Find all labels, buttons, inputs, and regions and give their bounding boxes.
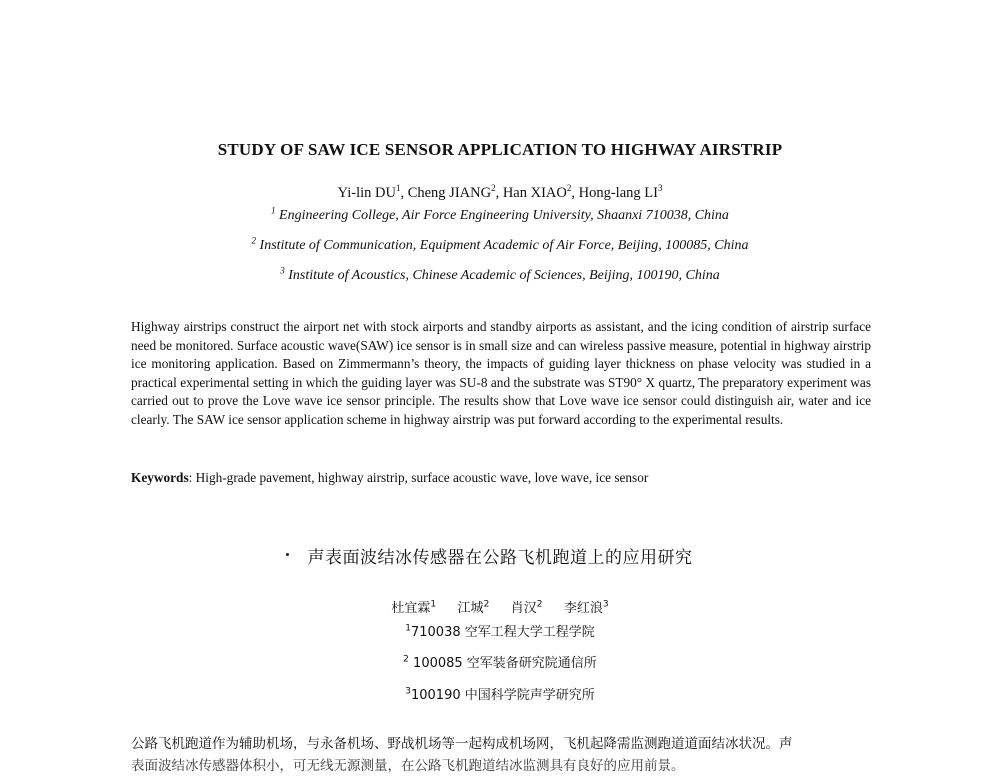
cn-affiliation-text: 710038 空军工程大学工程学院 (410, 625, 595, 640)
cn-affiliation-sup: 2 (403, 654, 409, 665)
cn-paper-title: 声表面波结冰传感器在公路飞机跑道上的应用研究 (307, 548, 693, 568)
cn-author-name: 杜宜霖 (391, 601, 431, 616)
cn-author-name: 李红浪 (563, 601, 603, 616)
cn-affiliation-sup: 3 (405, 686, 411, 697)
author-sup: 1 (395, 183, 401, 194)
cn-author-name: 江城 (457, 601, 484, 616)
cn-body-line-1: 公路飞机跑道作为辅助机场，与永备机场、野战机场等一起构成机场网，飞机起降需监测跑道道面结冰状况。声 (131, 736, 793, 752)
author-sup: 2 (566, 183, 572, 194)
cn-author-sup: 3 (602, 599, 609, 610)
author-name: Han XIAO (502, 185, 567, 201)
cn-author-name: 肖汉 (510, 601, 537, 616)
cn-affiliation-text: 100085 空军装备研究院通信所 (413, 656, 597, 671)
affiliation-3 (0, 265, 1000, 284)
keywords-text: : High-grade pavement, highway airstrip, surface acoustic wave, love wave, ice sensor (188, 470, 649, 485)
abstract-paragraph: Highway airstrips construct the airport net with stock airports and standby airports as assistant, and the icing condition of airstrip surface need be monitored. Surface acoustic wave(SAW) ice sensor is in small size and can wireless passive measure, potential in highway airstrip ice monitoring application. Based on Zimmermann’s theory, the impacts of guiding layer thickness on phase velocity was studied in a practical experimental setting in which the guiding layer was SU-8 and the substrate was ST90° X quartz, The preparatory experiment was carried out to prove the Love wave ice sensor principle. The results show that Love wave ice sensor could distinguish air, water and ice clearly. The SAW ice sensor application scheme in highway airstrip was put forward according to the experimental results. (131, 319, 871, 427)
cn-affiliation-2 (0, 652, 1000, 671)
keywords-line (131, 470, 871, 486)
affiliation-text: Institute of Acoustics, Chinese Academic of Sciences, Beijing, 100190, China (288, 268, 720, 283)
cn-author-sup: 1 (430, 599, 437, 610)
cn-affiliation-1 (0, 621, 1000, 640)
affiliation-text: Institute of Communication, Equipment Academic of Air Force, Beijing, 100085, China (259, 238, 749, 253)
author-name: Yi-lin DU (337, 185, 396, 201)
affiliation-2 (0, 235, 1000, 254)
cn-author-list (0, 597, 1000, 616)
author-sup: 3 (657, 183, 663, 194)
cn-author-sup: 2 (483, 599, 490, 610)
cn-author-sup: 2 (536, 599, 543, 610)
author-list: Yi-lin $DU^1$, Cheng JIANG$^2$, Han XIAO$^2$, Hong-lang $LI^3$ (337, 183, 663, 201)
keywords-label: Keywords (131, 470, 189, 485)
cn-affiliation-3 (0, 684, 1000, 703)
affiliation-sup: 2 (251, 235, 257, 246)
author-sup: 2 (491, 183, 496, 194)
paper-title: STUDY OF SAW ICE SENSOR APPLICATION TO HIGHWAY AIRSTRIP (217, 140, 783, 159)
cn-affiliation-sup: 1 (405, 623, 411, 634)
affiliation-text: Engineering College, Air Force Engineering University, Shaanxi 710038, China (279, 208, 729, 223)
cn-affiliation-text: 100190 中国科学院声学研究所 (410, 688, 595, 703)
cn-body-line-2: 表面波结冰传感器体积小，可无线无源测量，在公路飞机跑道结冰监测具有良好的应用前景。 (131, 758, 685, 774)
author-name: Hong-lang LI (578, 185, 658, 201)
affiliation-sup: 1 (271, 205, 276, 216)
affiliation-1 (0, 205, 1000, 224)
author-name: Cheng JIANG (407, 185, 492, 201)
affiliation-sup: 3 (280, 265, 285, 276)
